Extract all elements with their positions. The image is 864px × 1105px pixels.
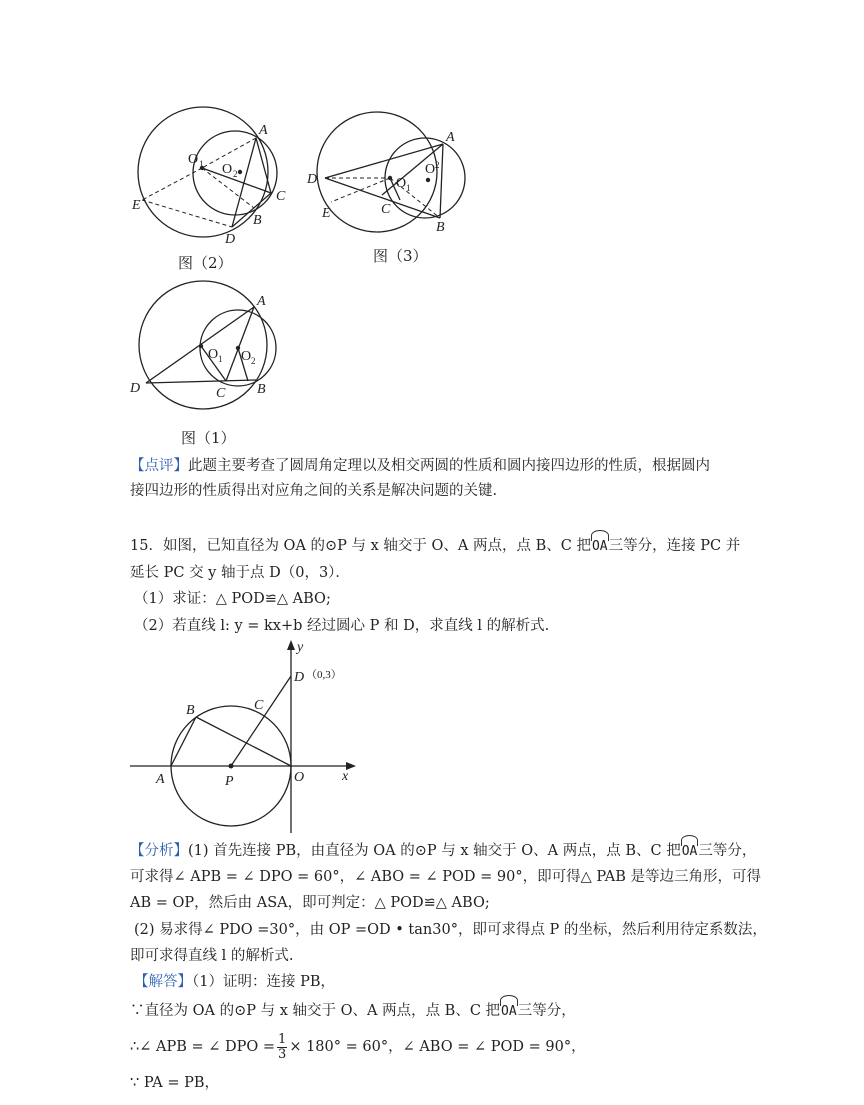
svg-text:1: 1 xyxy=(406,183,411,193)
comment-tag: 【点评】 xyxy=(130,458,188,474)
arc-oa: OA xyxy=(592,537,608,557)
figure-3 xyxy=(305,110,470,235)
label-o2: O xyxy=(222,162,233,177)
label-d: D xyxy=(307,172,318,187)
fraction-one-third: $\frac{1}{3}$ xyxy=(278,1031,287,1062)
svg-text:2: 2 xyxy=(251,356,256,366)
problem-15-part-2: （2）若直线 l: y = kx+b 经过圆心 P 和 D，求直线 l 的解析式. xyxy=(134,618,550,634)
label-d-coord: （0,3） xyxy=(306,669,342,681)
label-o: O xyxy=(294,770,305,785)
label-b: B xyxy=(186,703,195,718)
label-e: E xyxy=(322,206,331,221)
label-y: y xyxy=(297,640,304,655)
figure-3-caption: 图（3） xyxy=(373,247,428,265)
problem-15-line-2: 延长 PC 交 y 轴于点 D（0，3）． xyxy=(130,565,350,581)
label-o1: O xyxy=(208,347,219,362)
label-b: B xyxy=(253,213,262,228)
big-circle xyxy=(138,107,268,237)
label-c: C xyxy=(216,386,226,401)
label-d: D xyxy=(130,381,141,396)
svg-text:2: 2 xyxy=(435,160,440,170)
figure-1 xyxy=(128,280,283,415)
svg-text:1: 1 xyxy=(218,354,223,364)
label-x: x xyxy=(342,769,349,784)
label-o1: O xyxy=(188,152,199,167)
big-circle xyxy=(317,112,437,232)
answer-line-2: ∵直径为 OA 的⊙P 与 x 轴交于 O、A 两点，点 B、C 把OA三等分， xyxy=(130,1001,576,1022)
analysis-line-3: AB = OP，然后由 ASA，即可判定：△ POD≌△ ABO; xyxy=(130,895,490,911)
problem-15-line-1: 15．如图，已知直径为 OA 的⊙P 与 x 轴交于 O、A 两点，点 B、C 把OA三等分，连接 PC 并 xyxy=(130,536,740,557)
label-c: C xyxy=(276,189,286,204)
label-a: A xyxy=(446,130,455,145)
label-b: B xyxy=(436,220,445,235)
label-o2: O xyxy=(425,162,436,177)
svg-text:2: 2 xyxy=(233,169,238,179)
figure-2-caption: 图（2） xyxy=(178,254,233,272)
figure-coordinate xyxy=(130,638,360,833)
answer-tag: 【解答】 xyxy=(134,974,192,990)
comment-line-1: 【点评】此题主要考查了圆周角定理以及相交两圆的性质和圆内接四边形的性质，根据圆内 xyxy=(130,458,710,474)
label-e: E xyxy=(132,198,141,213)
label-o1: O xyxy=(396,176,407,191)
label-b: B xyxy=(257,382,266,397)
label-c: C xyxy=(381,202,391,217)
analysis-line-4: (2) 易求得∠ PDO =30°，由 OP =OD • tan30°，即可求得点 P 的坐标，然后利用待定系数法， xyxy=(134,922,767,938)
analysis-line-2: 可求得∠ APB = ∠ DPO = 60°，∠ ABO = ∠ POD = 90°，即可得△ PAB 是等边三角形，可得 xyxy=(130,869,762,885)
big-circle xyxy=(139,281,267,409)
comment-line-2: 接四边形的性质得出对应角之间的关系是解决问题的关键. xyxy=(130,483,498,499)
figure-2 xyxy=(128,105,303,245)
answer-line-3: ∴∠ APB = ∠ DPO = $\frac{1}{3}$ × 180° = 60°，∠ ABO = ∠ POD = 90°， xyxy=(130,1031,586,1062)
analysis-line-5: 即可求得直线 l 的解析式. xyxy=(130,948,294,964)
label-c: C xyxy=(254,698,264,713)
analysis-tag: 【分析】 xyxy=(130,843,188,859)
answer-line-1: 【解答】（1）证明：连接 PB， xyxy=(134,974,335,990)
label-p: P xyxy=(225,774,234,789)
label-a: A xyxy=(259,123,268,138)
label-a: A xyxy=(257,294,266,309)
label-a: A xyxy=(156,772,165,787)
svg-text:1: 1 xyxy=(199,159,204,169)
label-d: D xyxy=(294,670,305,685)
arc-oa: OA xyxy=(682,842,698,862)
problem-15-part-1: （1）求证：△ POD≌△ ABO; xyxy=(134,591,331,607)
analysis-line-1: 【分析】(1) 首先连接 PB，由直径为 OA 的⊙P 与 x 轴交于 O、A 两点，点 B、C 把OA三等分， xyxy=(130,841,756,862)
answer-line-4: ∵ PA = PB， xyxy=(130,1075,220,1091)
figure-1-caption: 图（1） xyxy=(181,429,236,447)
label-o2: O xyxy=(241,349,252,364)
label-d: D xyxy=(225,232,236,247)
arc-oa: OA xyxy=(501,1002,517,1022)
